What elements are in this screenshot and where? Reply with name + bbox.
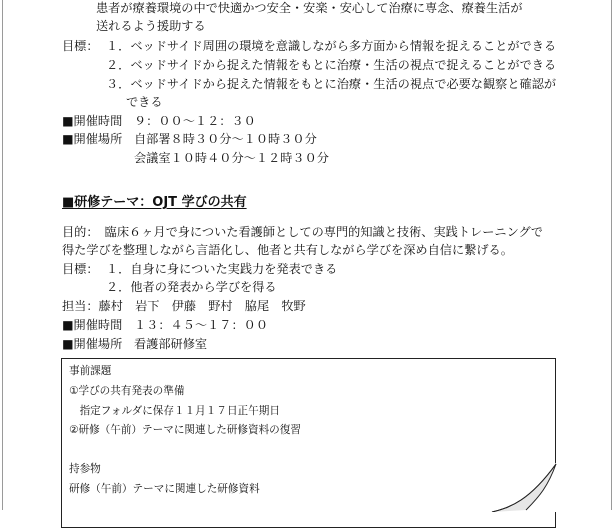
note-line-6: 持参物 bbox=[69, 463, 101, 475]
time-value-2: １３：４５～１７：００ bbox=[134, 318, 269, 332]
place-label-1: ■開催場所 bbox=[62, 132, 123, 146]
note-line-3: 指定フォルダに保存１１月１７日正午期日 bbox=[69, 405, 280, 417]
note-line-7: 研修（午前）テーマに関連した研修資料 bbox=[69, 483, 260, 495]
place-value-1b: 会議室１０時４０分～１２時３０分 bbox=[134, 151, 329, 165]
purpose-line-2: 得た学びを整理しながら言語化し、他者と共有しながら学びを深め自信に繋げる。 bbox=[62, 243, 513, 257]
staff-line: 担当：藤村 岩下 伊藤 野村 脇尾 牧野 bbox=[62, 299, 306, 313]
page-edge-right bbox=[611, 0, 612, 510]
intro-line-2: 送れるよう援助する bbox=[96, 19, 206, 33]
place-label-2: ■開催場所 bbox=[62, 337, 123, 351]
time-label-2: ■開催時間 bbox=[62, 318, 123, 332]
goal-1-3-cont: できる bbox=[126, 95, 163, 109]
place-value-2: 看護部研修室 bbox=[134, 337, 208, 351]
page-edge-left bbox=[2, 0, 3, 510]
section-title-ojt: ■研修テーマ：OJT 学びの共有 bbox=[62, 195, 247, 210]
note-line-4: ②研修（午前）テーマに関連した研修資料の復習 bbox=[69, 424, 301, 436]
intro-line-1: 患者が療養環境の中で快適かつ安全・安楽・安心して治療に専念、療養生活が bbox=[96, 1, 523, 15]
time-value-1: ９：００～１２：３０ bbox=[134, 114, 256, 128]
purpose-line-1: 目的： 臨床６ヶ月で身についた看護師としての専門的知識と技術、実践トレーニングで bbox=[62, 225, 543, 239]
page-curl-decoration bbox=[486, 460, 560, 512]
note-line-2: ①学びの共有発表の準備 bbox=[69, 385, 185, 397]
time-label-1: ■開催時間 bbox=[62, 114, 123, 128]
place-value-1a: 自部署８時３０分～１０時３０分 bbox=[134, 132, 317, 146]
goal-1-3: ３．ベッドサイドから捉えた情報をもとに治療・生活の視点で必要な観察と確認が bbox=[106, 77, 557, 91]
goal-2-2: ２．他者の発表から学びを得る bbox=[106, 280, 277, 294]
goals-label-2: 目標： bbox=[62, 262, 99, 276]
goal-1-1: １．ベッドサイド周囲の環境を意識しながら多方面から情報を捉えることができる bbox=[106, 39, 557, 53]
goals-label-1: 目標： bbox=[62, 39, 99, 53]
goal-2-1: １．自身に身についた実践力を発表できる bbox=[106, 262, 338, 276]
goal-1-2: ２．ベッドサイドから捉えた情報をもとに治療・生活の視点で捉えることができる bbox=[106, 58, 557, 72]
note-line-1: 事前課題 bbox=[69, 365, 112, 377]
